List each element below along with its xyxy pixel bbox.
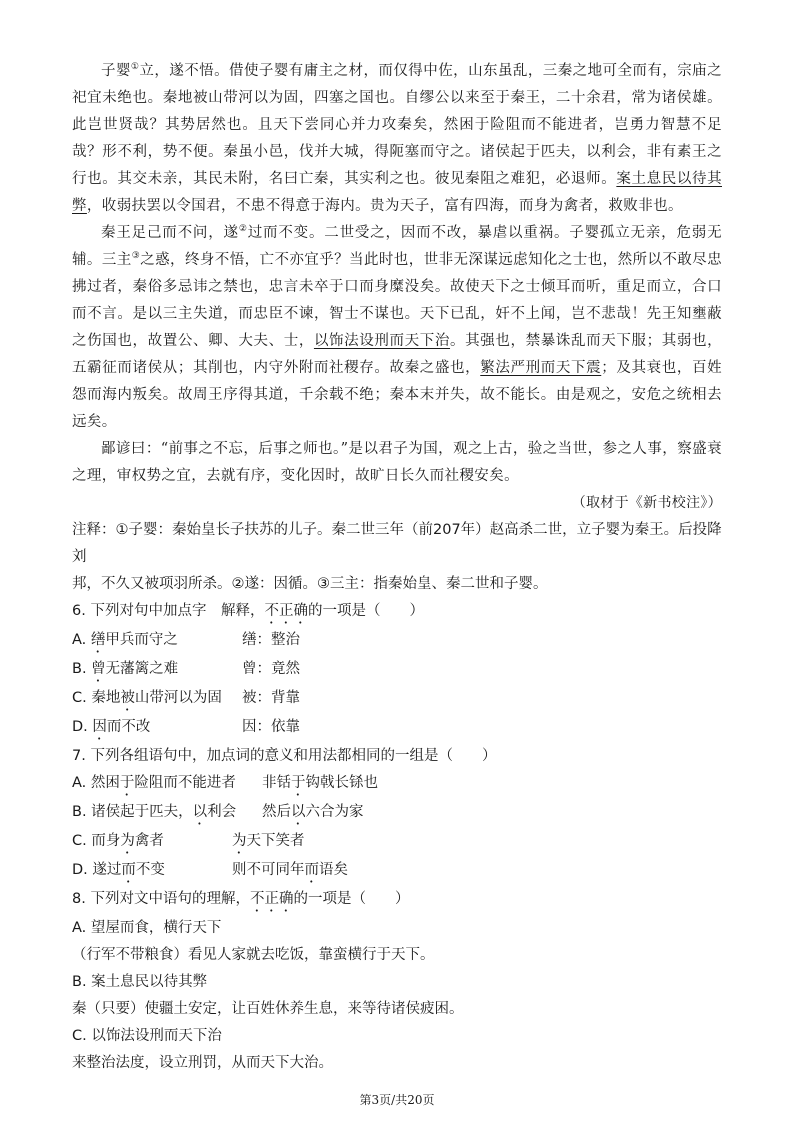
dotted-char: 为 (120, 833, 135, 849)
footnote-mark: ① (130, 62, 140, 73)
text: 然后 (262, 804, 291, 820)
question-6-option-a[interactable] (72, 627, 722, 656)
notes-line: 注释：①子婴：秦始皇长子扶苏的儿子。秦二世三年（前207年）赵高杀二世，立子婴为秦王。后投降刘 (72, 522, 722, 565)
text: 过而不变。二世受之，因而不改，暴虐以重祸。子婴孤立无亲，危弱无辅。三主 (72, 225, 723, 268)
option-letter: B. (72, 661, 92, 677)
text: 之惑，终身不悟，亡不亦宜乎？当此时也，世非无深谋远虑知化之士也，然所以不敢尽忠拂过者，秦俗多忌讳之禁也，忠言未卒于口而身糜没矣。故使天下之士倾耳而听，重足而立，合口而不言。是以三主失道，而忠臣不谏，智士不谋也。天下已乱，奸不上闻，岂不悲哉！先王知壅蔽之伤国也，故置公、卿、大夫、士， (72, 252, 723, 349)
source-citation: （取材于《新书校注》） (571, 495, 722, 511)
question-7-option-b[interactable] (72, 799, 722, 828)
question-8-option-a[interactable]: A. 望屋而食，横行天下 (72, 920, 222, 936)
text: 利会 (207, 804, 237, 820)
text: 而不改 (106, 719, 151, 735)
text: 非铦 (262, 775, 291, 791)
passage (72, 58, 722, 517)
question-7-option-a[interactable] (72, 770, 722, 799)
text: ，收弱扶罢以令国君，不患不得意于海内。贵为天子，富有四海，而身为禽者，救败非也。 (86, 198, 683, 214)
question-6-option-b[interactable] (72, 656, 722, 685)
text: 立，遂不悟。借使子婴有庸主之材，而仅得中佐，山东虽乱，三秦之地可全而有，宗庙之祀宜未绝也。秦地被山带河以为固，四塞之国也。自缪公以来至于秦王，二十余君，常为诸侯雄。此岂世贤哉？其势居然也。且天下尝同心并力攻秦矣，然困于险阻而不能进者，岂勇力智慧不足哉？形不利，势不便。秦虽小邑，伐并大城，得阨塞而守之。诸侯起于匹夫，以利会，非有素王之行也。其交未亲，其民未附，名曰亡秦，其实利之也。彼见秦阻之难犯，必退师。 (72, 63, 722, 187)
dotted-char: 曾 (91, 661, 106, 677)
text: 诸侯起于匹夫， (91, 804, 193, 820)
gloss: 缮：整治 (242, 632, 300, 648)
question-8-stem (72, 886, 722, 915)
text: 山带河以为固 (134, 690, 222, 706)
text: 甲兵而守之 (105, 632, 178, 648)
underlined-sentence: 以饰法设刑而天下治 (313, 333, 451, 349)
text: 子婴 (101, 63, 131, 79)
annotations (72, 517, 722, 1077)
question-6-option-d[interactable] (72, 714, 722, 743)
text: 的一项是（ ） (307, 603, 424, 619)
dotted-char: 被 (120, 690, 135, 706)
emphasis-text: 不正确 (264, 603, 308, 619)
option-letter: A. (72, 632, 91, 648)
option-letter: A. (72, 775, 91, 791)
text: 钩戟长铩也 (305, 775, 378, 791)
dotted-char: 为 (232, 833, 247, 849)
text: 6. 下列对句中加点字 (72, 603, 207, 619)
page-number: 第3页/共20页 (359, 1093, 435, 1107)
dotted-char: 缮 (90, 632, 106, 648)
text: 不变 (135, 862, 165, 878)
underlined-sentence: 繁法严刑而天下震 (480, 360, 602, 376)
text: 无藩篱之难 (105, 661, 179, 677)
text: ；及其衰也，百姓怨而海内叛矣。故周王序得其道，千余载不绝；秦本末并失，故不能长。由是观之，安危之统相去远矣。 (72, 360, 722, 430)
question-6-stem (72, 598, 722, 627)
dotted-char: 以 (291, 804, 306, 820)
question-7-stem: 7. 下列各组语句中，加点词的意义和用法都相同的一组是（ ） (72, 748, 497, 764)
gloss: 曾：竟然 (242, 661, 300, 677)
emphasis-text: 不正确 (249, 891, 294, 907)
gloss: 因：依靠 (242, 719, 300, 735)
text: 禽者 (134, 833, 164, 849)
question-8-option-b[interactable]: B. 案土息民以待其弊 (72, 974, 208, 990)
passage-paragraph-2 (72, 220, 722, 436)
question-8-explanation: 来整治法度，设立刑罚，从而天下大治。 (72, 1055, 333, 1071)
text: 秦地 (91, 690, 121, 706)
text: 天下笑者 (246, 833, 305, 849)
dotted-char: 因 (92, 719, 107, 735)
question-7-option-d[interactable] (72, 857, 722, 886)
option-letter: C. (72, 690, 92, 706)
question-8-explanation: 秦（只要）使疆土安定，让百姓休养生息，来等待诸侯疲困。 (72, 1001, 464, 1017)
gloss: 被：背靠 (242, 690, 300, 706)
question-6-option-c[interactable] (72, 685, 722, 714)
text: 六合为家 (305, 804, 364, 820)
dotted-char: 以 (192, 804, 208, 820)
text: 8. 下列对文中语句的理解， (72, 891, 250, 907)
text: 遂过 (92, 862, 122, 878)
text: 秦王足己而不问，遂 (101, 225, 239, 241)
text: 而身 (91, 833, 121, 849)
option-letter: D. (72, 862, 93, 878)
option-letter: D. (72, 719, 93, 735)
question-8-option-c[interactable]: C. 以饰法设刑而天下治 (72, 1028, 222, 1044)
question-7-option-c[interactable] (72, 828, 722, 857)
dotted-char: 于 (119, 775, 135, 791)
text: 则不可同年 (232, 862, 305, 878)
text: 解释， (220, 603, 265, 619)
dotted-char: 而 (304, 862, 319, 878)
option-letter: C. (72, 833, 92, 849)
text: 然困 (90, 775, 120, 791)
passage-paragraph-1 (72, 58, 722, 220)
footnote-mark: ③ (131, 251, 141, 262)
text: 。其强也，禁暴诛乱而天下服；其弱也，五霸征而诸侯从；其削也，内守外附而社稷存。故秦之盛也， (72, 333, 722, 376)
notes-line: 邦，不久又被项羽所杀。②遂：因循。③三主：指秦始皇、秦二世和子婴。 (72, 576, 548, 592)
dotted-char: 于 (291, 775, 306, 791)
underlined-sentence: 案土息民以待其弊 (72, 171, 722, 214)
dotted-char: 而 (121, 862, 136, 878)
question-8-explanation: （行军不带粮食）看见人家就去吃饭，靠蛮横行于天下。 (72, 947, 435, 963)
text: 语矣 (319, 862, 348, 878)
footnote-mark: ② (238, 224, 248, 235)
text: 险阻而不能进者 (134, 775, 236, 791)
passage-paragraph-3: 鄙谚曰：“前事之不忘，后事之师也。”是以君子为国，观之上古，验之当世，参之人事，察盛衰之理，审权势之宜，去就有序，变化因时，故旷日长久而社稷安矣。 (72, 441, 722, 484)
option-letter: B. (72, 804, 92, 820)
text: 的一项是（ ） (293, 891, 410, 907)
